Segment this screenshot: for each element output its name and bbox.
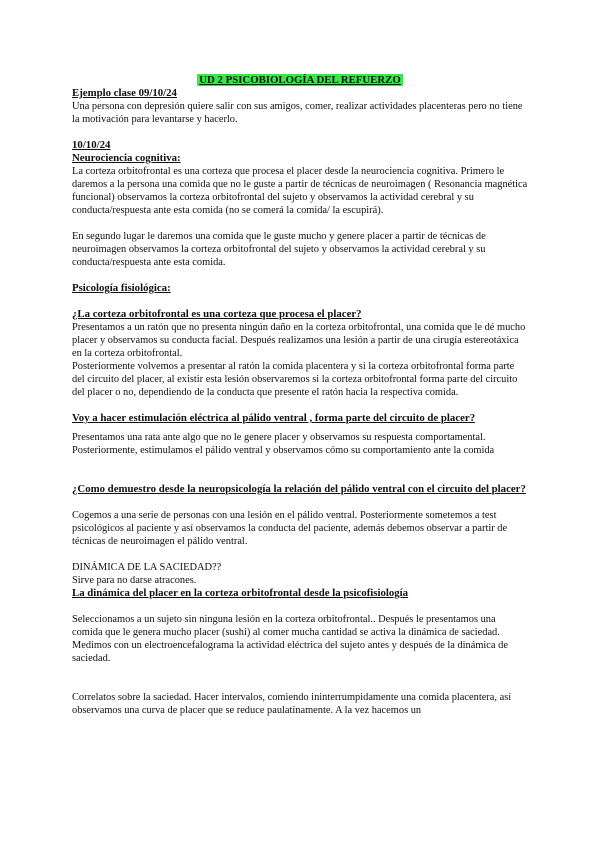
title-wrap [72, 70, 528, 84]
spacer [72, 269, 528, 282]
dinamica-paragraph-1: Seleccionamos a un sujeto sin ninguna lesión en la corteza orbitofrontal.. Después le presentamos una comida que le genera mucho placer (sushi) al comer mucha cantidad se activa la dinámica de saciedad. Medimos con un electroencefalograma la actividad eléctrica del sujeto antes y después de la dinámica de saciedad. [72, 614, 508, 664]
date-heading: 10/10/24 [72, 139, 111, 151]
example-text: Una persona con depresión quiere salir con sus amigos, comer, realizar actividades placenteras pero no tiene la motivación para levantarse y hacerlo. [72, 101, 523, 125]
spacer [72, 457, 528, 483]
neuro-paragraph-1: La corteza orbitofrontal es una corteza que procesa el placer desde la neurociencia cognitiva. Primero le daremos a la persona una comida que no le guste a partir de técnicas de neuroimagen ( Resonancia magnética funcional) observamos la corteza orbitofrontal del sujeto y observamos la actividad cerebral y su conducta/respuesta ante esta comida (no se comerá la comida/ la escupirá). [72, 166, 528, 216]
question-3-heading: ¿Como demuestro desde la neuropsicología la relación del pálido ventral con el circuito del placer? [72, 483, 526, 495]
spacer [72, 665, 528, 691]
question-2-heading: Voy a hacer estimulación eléctrica al pálido ventral , forma parte del circuito de placer? [72, 412, 476, 424]
spacer [72, 548, 528, 561]
question-1-heading: ¿La corteza orbitofrontal es una corteza que procesa el placer? [72, 308, 362, 320]
spacer [72, 295, 528, 308]
spacer [72, 126, 528, 139]
psico-heading: Psicología fisiológica: [72, 282, 171, 294]
neuro-heading: Neurociencia cognitiva: [72, 152, 181, 164]
question-3-paragraph-1: Cogemos a una serie de personas con una lesión en el pálido ventral. Posteriormente sometemos a test psicológicos al paciente y así observamos la conducta del paciente, además debemos observar a partir de técnicas de neuroimagen el pálido ventral. [72, 510, 508, 547]
question-1-paragraph-2: Posteriormente volvemos a presentar al ratón la comida placentera y si la corteza orbitofrontal forma parte del circuito del placer, al existir esta lesión observaremos si la corteza orbitofrontal forma parte del circuito del placer o no, dependiendo de la conducta que presente el ratón hacia la respectiva comida. [72, 361, 518, 398]
spacer [72, 217, 528, 230]
question-1-paragraph-1: Presentamos a un ratón que no presenta ningún daño en la corteza orbitofrontal, una comida que le dé mucho placer y observamos su conducta facial. Después realizamos una lesión a partir de una cirugía estereotáxica en la corteza orbitofrontal. [72, 322, 526, 359]
spacer [72, 496, 528, 509]
question-2-paragraph-1: Presentamos una rata ante algo que no le genere placer y observamos su respuesta comportamental. Posteriormente, estimulamos el pálido ventral y observamos cómo su comportamiento ante la comida [72, 432, 495, 456]
dinamica-line-2: Sirve para no darse atracones. [72, 575, 197, 586]
example-heading: Ejemplo clase 09/10/24 [72, 87, 177, 99]
spacer [72, 399, 528, 412]
document-title: UD 2 PSICOBIOLOGÍA DEL REFUERZO [199, 74, 401, 86]
neuro-paragraph-2: En segundo lugar le daremos una comida que le guste mucho y genere placer a partir de técnicas de neuroimagen observamos la corteza orbitofrontal del sujeto y observamos la actividad cerebral y su conducta/respuesta ante esta comida. [72, 231, 486, 268]
spacer [72, 600, 528, 613]
dinamica-line-1: DINÁMICA DE LA SACIEDAD?? [72, 562, 222, 573]
correlatos-paragraph: Correlatos sobre la saciedad. Hacer intervalos, comiendo ininterrumpidamente una comida placentera, así observamos una curva de placer que se reduce paulatinamente. A la vez hacemos un [72, 692, 512, 716]
dinamica-heading: La dinámica del placer en la corteza orbitofrontal desde la psicofisiología [72, 587, 409, 599]
